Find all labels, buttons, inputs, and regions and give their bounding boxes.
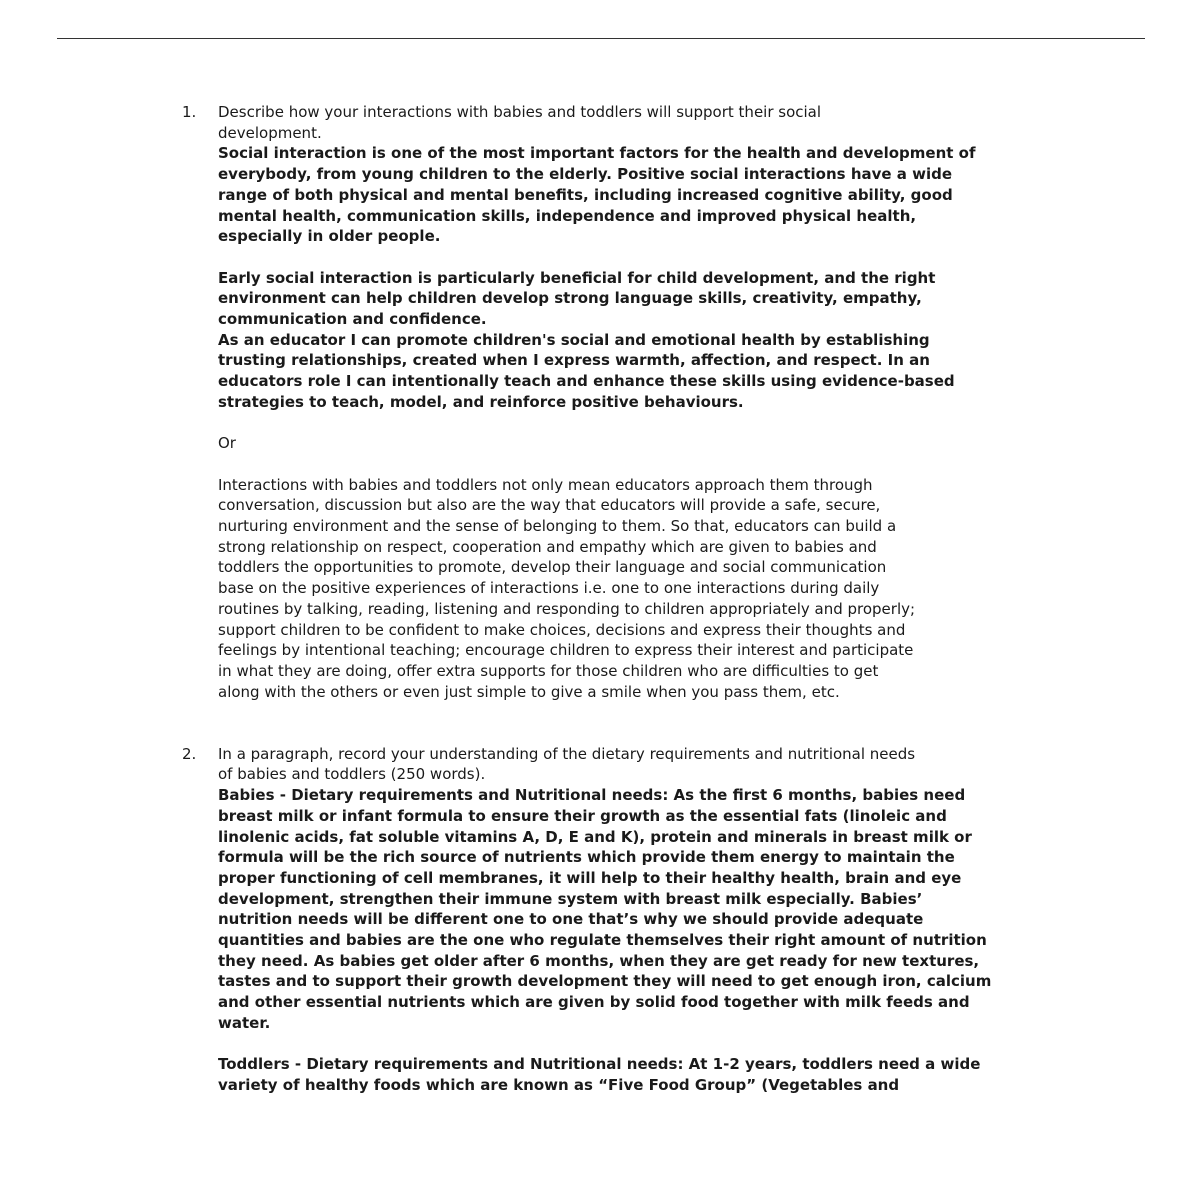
paragraph-spacer <box>218 1034 1068 1055</box>
or-separator: Or <box>218 434 236 453</box>
item-number: 1. <box>182 103 197 121</box>
paragraph-spacer <box>218 413 1068 434</box>
answer-paragraph: Toddlers - Dietary requirements and Nutritional needs: At 1-2 years, toddlers need a wide variety of healthy foods which are known as “Five Food Group” (Vegetables and <box>218 1055 981 1094</box>
question-item-1 <box>0 102 1068 702</box>
answer-paragraph: Early social interaction is particularly beneficial for child development, and the right environment can help children develop strong language skills, creativity, empathy, communication and confidence. <box>218 268 936 329</box>
answer-paragraph: Babies - Dietary requirements and Nutritional needs: As the first 6 months, babies need breast milk or infant formula to ensure their growth as the essential fats (linoleic and linolenic acids, fat soluble vitamins A, D, E and K), protein and minerals in breast milk or formula will be the rich source of nutrients which provide them energy to maintain the proper functioning of cell membranes, it will help to their healthy health, brain and eye development, strengthen their immune system with breast milk especially. Babies’ nutrition needs will be different one to one that’s why we should provide adequate quantities and babies are the one who regulate themselves their right amount of nutrition they need. As babies get older after 6 months, when they are get ready for new textures, tastes and to support their growth development they will need to get enough iron, calcium and other essential nutrients which are given by solid food together with milk feeds and water. <box>218 786 992 1032</box>
item-number: 2. <box>182 744 197 763</box>
document-body <box>0 102 1200 1096</box>
paragraph-spacer <box>218 454 1068 475</box>
question-text: Describe how your interactions with babies and toddlers will support their social development. <box>218 103 822 142</box>
paragraph-spacer <box>218 247 1068 268</box>
answer-paragraph: As an educator I can promote children's social and emotional health by establishing trusting relationships, created when I express warmth, affection, and respect. In an educators role I can intentionally teach and enhance these skills using evidence-based strategies to teach, model, and reinforce positive behaviours. <box>218 330 955 411</box>
answer-paragraph: Interactions with babies and toddlers not only mean educators approach them through conversation, discussion but also are the way that educators will provide a safe, secure, nurturing environment and the sense of belonging to them. So that, educators can build a strong relationship on respect, cooperation and empathy which are given to babies and toddlers the opportunities to promote, develop their language and social communication base on the positive experiences of interactions i.e. one to one interactions during daily routines by talking, reading, listening and responding to children appropriately and properly; support children to be confident to make choices, decisions and express their thoughts and feelings by intentional teaching; encourage children to express their interest and participate in what they are doing, offer extra supports for those children who are difficulties to get along with the others or even just simple to give a smile when you pass them, etc. <box>218 475 916 701</box>
question-text: In a paragraph, record your understanding of the dietary requirements and nutritional needs of babies and toddlers (250 words). <box>218 744 916 784</box>
item-spacer <box>0 702 1200 743</box>
question-item-2 <box>0 744 1068 1096</box>
answer-paragraph: Social interaction is one of the most important factors for the health and development of everybody, from young children to the elderly. Positive social interactions have a wide range of both physical and mental benefits, including increased cognitive ability, good mental health, communication skills, independence and improved physical health, especially in older people. <box>218 144 976 246</box>
header-rule <box>57 38 1145 39</box>
